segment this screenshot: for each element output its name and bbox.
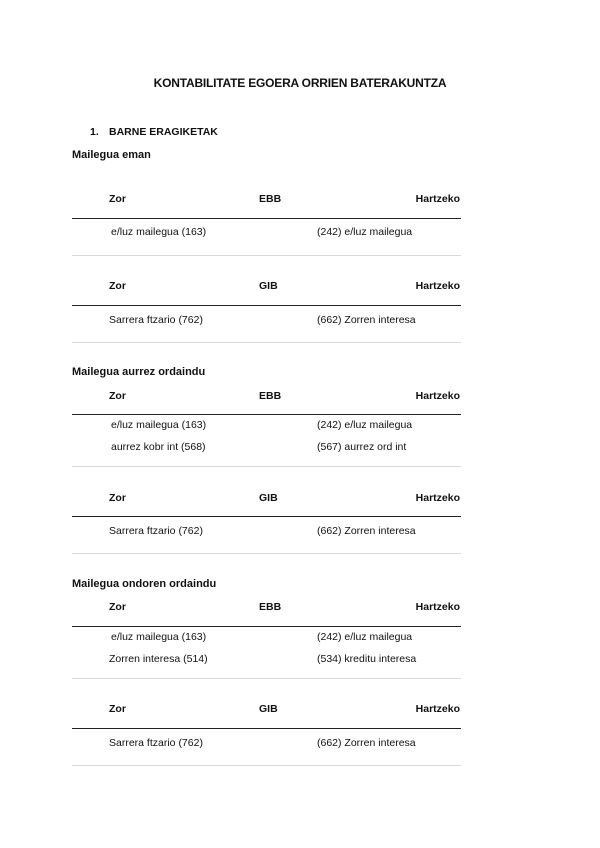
entity-header: GIB xyxy=(259,492,278,504)
debit-header: Zor xyxy=(109,492,126,504)
debit-header: Zor xyxy=(109,390,126,402)
credit-header: Hartzeko xyxy=(415,492,460,504)
debit-entry: Sarrera ftzario (762) xyxy=(109,525,203,537)
debit-entry: Sarrera ftzario (762) xyxy=(109,737,203,749)
credit-entry: (534) kreditu interesa xyxy=(317,653,417,665)
table-bottom-rule xyxy=(72,466,461,467)
table-header-rule xyxy=(72,626,461,627)
credit-entry: (662) Zorren interesa xyxy=(317,314,416,326)
group-heading: Mailegua aurrez ordaindu xyxy=(72,366,206,378)
table-bottom-rule xyxy=(72,342,461,343)
credit-header: Hartzeko xyxy=(415,601,460,613)
debit-entry: e/luz mailegua (163) xyxy=(111,631,207,643)
table-bottom-rule xyxy=(72,678,461,679)
debit-entry: aurrez kobr int (568) xyxy=(111,441,206,453)
section-number: 1. xyxy=(90,126,99,138)
credit-entry: (242) e/luz mailegua xyxy=(317,226,413,238)
table-bottom-rule xyxy=(72,765,461,766)
credit-header: Hartzeko xyxy=(415,703,460,715)
debit-header: Zor xyxy=(109,193,126,205)
table-header-rule xyxy=(72,414,461,415)
debit-entry: e/luz mailegua (163) xyxy=(111,419,207,431)
table-header-rule xyxy=(72,728,461,729)
page-title: KONTABILITATE EGOERA ORRIEN BATERAKUNTZA xyxy=(153,76,447,90)
table-bottom-rule xyxy=(72,553,461,554)
group-heading: Mailegua ondoren ordaindu xyxy=(72,578,217,590)
debit-header: Zor xyxy=(109,601,126,613)
credit-header: Hartzeko xyxy=(415,280,460,292)
table-header-rule xyxy=(72,218,461,219)
table-header-rule xyxy=(72,516,461,517)
entity-header: EBB xyxy=(259,390,282,402)
group-heading: Mailegua eman xyxy=(72,149,151,161)
credit-entry: (662) Zorren interesa xyxy=(317,737,416,749)
credit-entry: (242) e/luz mailegua xyxy=(317,419,413,431)
credit-header: Hartzeko xyxy=(415,193,460,205)
entity-header: EBB xyxy=(259,601,282,613)
section-heading: BARNE ERAGIKETAK xyxy=(109,126,218,138)
credit-entry: (662) Zorren interesa xyxy=(317,525,416,537)
entity-header: GIB xyxy=(259,703,278,715)
debit-entry: Zorren interesa (514) xyxy=(109,653,208,665)
credit-entry: (242) e/luz mailegua xyxy=(317,631,413,643)
credit-header: Hartzeko xyxy=(415,390,460,402)
debit-header: Zor xyxy=(109,703,126,715)
table-bottom-rule xyxy=(72,255,461,256)
entity-header: EBB xyxy=(259,193,282,205)
debit-header: Zor xyxy=(109,280,126,292)
table-header-rule xyxy=(72,305,461,306)
debit-entry: e/luz mailegua (163) xyxy=(111,226,207,238)
debit-entry: Sarrera ftzario (762) xyxy=(109,314,203,326)
credit-entry: (567) aurrez ord int xyxy=(317,441,407,453)
entity-header: GIB xyxy=(259,280,278,292)
